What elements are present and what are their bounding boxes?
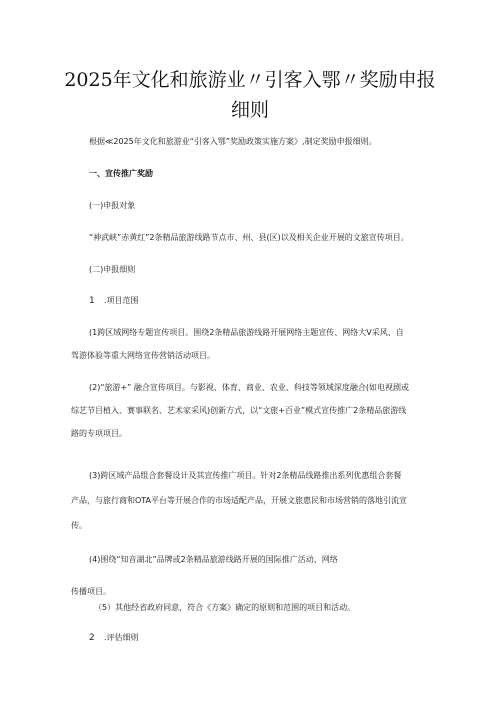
paragraph-3-line-3: 传。 [71,521,87,530]
subsection-1-heading: (一)申报对象 [89,201,136,210]
paragraph-4-line-1: (4)围绕“知音湖北”品牌或2条精品旅游线路开展的国际推广活动、网络 [89,555,338,564]
paragraph-1-line-2: 驾游体验等重大网络宣传营销活动项目。 [71,351,215,360]
paragraph-5-line-1: （5）其他经省政府同意，符合《方案》确定的原则和范围的项目和活动。 [94,603,356,612]
document-title-line-2: 细则 [230,99,269,121]
paragraph-3-line-1: (3)跨区域产品组合套餐设计及其宣传推广项目。针对2条精品线路推出系列优惠组合套餐 [89,471,402,480]
item-1-number: 1 [89,296,95,306]
section-1-heading: 一、宣传推广奖励 [89,169,153,178]
document-title-line-1: 2025年文化和旅游业〃引客入鄂〃奖励申报 [64,69,436,91]
paragraph-3-line-2: 产品，与旅行商和OTA平台等开展合作的市场适配产品，开展文旅惠民和市场营销的落地引流宣 [71,496,408,505]
item-2-label: .评估细则 [104,633,139,642]
subsection-2-heading: (二)申报细则 [89,265,136,274]
paragraph-2-line-1: (2)“旅游+” 融合宣传项目。与影视、体育、商业、农业、科技等领域深度融合(如电视剧或 [89,383,409,392]
paragraph-2-line-2: 综艺节目植入、赛事联名、艺术家采风)创新方式，以“文旅+百业”模式宣传推广2条精品旅游线 [71,406,407,415]
paragraph-2-line-3: 路的专项项目。 [71,429,127,438]
item-1-label: .项目范围 [104,296,139,305]
subsection-1-text: “神武峡”赤黄红”2条精品旅游线路节点市、州、县(区)以及相关企业开展的文旅宣传项目。 [89,233,409,242]
paragraph-1-line-1: (1跨区域网络专题宣传项目。围绕2条精品旅游线路开展网络主题宣传、网络大V采风、自 [89,328,404,337]
paragraph-4-line-2: 传播项目。 [71,587,111,596]
intro-paragraph: 根据≪2025年文化和旅游业“引客入鄂”奖励政策实施方案》,制定奖励申报细则。 [89,137,377,146]
item-2-number: 2 [89,633,95,643]
